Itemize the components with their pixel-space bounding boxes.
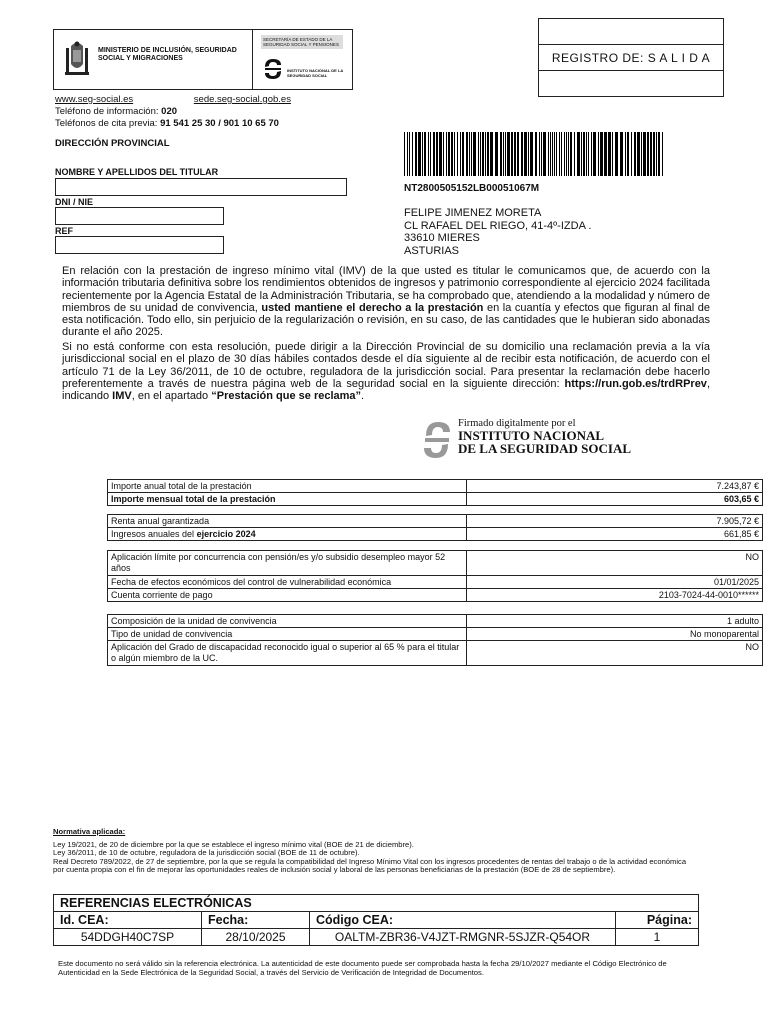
barcode-bar [620, 132, 623, 176]
barcode-text: NT2800505152LB00051067M [404, 183, 540, 194]
normativa-line: Real Decreto 789/2022, de 27 de septiembre, por la que se regula la compatibilidad del Ingreso Mínimo Vital con los ingresos procedentes de rentas del trabajo o de la actividad económica por cuenta propia con el fin de mejorar las oportunidades reales de inclusión social y laboral de las personas beneficiarias de la prestación (BOE de 28 de septiembre). [53, 856, 687, 875]
address-street: CL RAFAEL DEL RIEGO, 41-4º-IZDA . [404, 219, 592, 232]
barcode-bar [466, 132, 468, 176]
barcode-bar [415, 132, 417, 176]
barcode-bar [662, 132, 663, 176]
barcode-bar [570, 132, 572, 176]
barcode-bar [554, 132, 555, 176]
barcode [404, 132, 666, 176]
ss-logo-text: INSTITUTO NACIONAL DE LA SEGURIDAD SOCIAL [287, 68, 344, 78]
signature-seal-icon [420, 418, 454, 462]
coat-of-arms-icon [64, 40, 90, 80]
barcode-bar [539, 132, 540, 176]
dni-field [55, 207, 224, 225]
barcode-bar [422, 132, 423, 176]
barcode-bar [505, 132, 506, 176]
signature-line-2: DE LA SEGURIDAD SOCIAL [458, 441, 632, 456]
barcode-bar [469, 132, 470, 176]
barcode-bar [530, 132, 533, 176]
barcode-bar [528, 132, 529, 176]
barcode-bar [524, 132, 527, 176]
barcode-bar [424, 132, 426, 176]
barcode-bar [634, 132, 636, 176]
normativa-line: Ley 19/2021, de 20 de diciembre por la que se establece el ingreso mínimo vital (BOE de 21 de diciembre). [53, 839, 414, 849]
direccion-provincial: DIRECCIÓN PROVINCIAL [55, 138, 170, 149]
barcode-bar [568, 132, 569, 176]
barcode-bar [564, 132, 565, 176]
barcode-bar [457, 132, 458, 176]
barcode-bar [446, 132, 447, 176]
signature-line-1: INSTITUTO NACIONAL [458, 428, 605, 443]
ss-logo-box [253, 29, 353, 90]
contact-block [55, 94, 291, 130]
cea-id: 54DDGH40C7SP [54, 929, 202, 946]
barcode-bar [658, 132, 660, 176]
barcode-bar [462, 132, 464, 176]
barcode-bar [583, 132, 585, 176]
sede-link[interactable]: sede.seg-social.gob.es [193, 94, 291, 105]
barcode-bar [598, 132, 599, 176]
barcode-bar [586, 132, 587, 176]
registro-box [538, 18, 724, 97]
paragraph-1: En relación con la prestación de ingreso mínimo vital (IMV) de la que usted es titular le comunicamos que, de acuerdo con la información tributaria definitiva sobre los rendimientos obtenidos de ingresos y patrimonio correspondiente al ejercicio 2024 facilitada recientemente por la Agencia Estatal de la Administración Tributaria, se ha comprobado que, atendiendo a la modalidad y número de miembros de su unidad de convivencia, usted mantiene el derecho a la prestación en la cuantía y efectos que figuran al final de esta notificación. Todo ello, sin perjuicio de la regularización o revisión, en su caso, de las cantidades que le hubieran sido abonadas durante el año 2025. [62, 265, 710, 339]
barcode-bar [482, 132, 484, 176]
barcode-bar [404, 132, 405, 176]
dni-label: DNI / NIE [55, 197, 94, 207]
barcode-bar [541, 132, 542, 176]
barcode-bar [430, 132, 431, 176]
barcode-bar [561, 132, 562, 176]
table-row: Ingresos anuales del ejercicio 2024 661,85 € [108, 528, 763, 541]
barcode-bar [487, 132, 489, 176]
referencias-title: REFERENCIAS ELECTRÓNICAS [54, 895, 699, 912]
phone-cita: 91 541 25 30 / 901 10 65 70 [160, 118, 279, 129]
table-aplicacion [107, 550, 763, 602]
ref-label: REF [55, 226, 73, 236]
barcode-bar [612, 132, 613, 176]
col-id: Id. CEA: [54, 912, 202, 929]
barcode-bar [521, 132, 523, 176]
barcode-bar [653, 132, 655, 176]
table-row: Importe mensual total de la prestación 603,65 € [108, 493, 763, 506]
col-fecha: Fecha: [202, 912, 310, 929]
barcode-bar [517, 132, 519, 176]
ref-field [55, 236, 224, 254]
barcode-bar [511, 132, 513, 176]
barcode-bar [418, 132, 421, 176]
address-name: FELIPE JIMENEZ MORETA [404, 207, 542, 219]
nombre-field [55, 178, 347, 196]
barcode-bar [588, 132, 589, 176]
barcode-bar [656, 132, 657, 176]
normativa-block [53, 828, 699, 875]
barcode-bar [604, 132, 607, 176]
barcode-bar [428, 132, 429, 176]
barcode-bar [647, 132, 649, 176]
barcode-bar [631, 132, 632, 176]
seguridad-social-logo-icon [261, 57, 285, 81]
signature-caption: Firmado digitalmente por el [458, 418, 576, 429]
barcode-bar [460, 132, 461, 176]
barcode-bar [550, 132, 551, 176]
barcode-bar [454, 132, 455, 176]
barcode-bar [407, 132, 408, 176]
ministry-logo-box [53, 29, 253, 90]
table-row: Aplicación del Grado de discapacidad reconocido igual o superior al 65 % para el titular o algún miembro de la UC. NO [108, 641, 763, 666]
barcode-bar [643, 132, 646, 176]
table-row: Aplicación límite por concurrencia con pensión/es y/o subsidio desempleo mayor 52 años NO [108, 551, 763, 576]
barcode-bar [637, 132, 640, 176]
table-row: Composición de la unidad de convivencia 1 adulto [108, 615, 763, 628]
footer-note: Este documento no será válido sin la referencia electrónica. La autenticidad de este documento puede ser comprobada hasta la fecha 29/10/2027 mediante el Código Electrónico de Autenticidad en la Sede Electrónica de la Seguridad Social, a través del Servicio de Verificación de Integridad de Documentos. [58, 959, 667, 977]
normativa-title: Normativa aplicada: [53, 827, 126, 836]
barcode-bar [552, 132, 553, 176]
barcode-bar [581, 132, 582, 176]
barcode-bar [485, 132, 486, 176]
barcode-bar [566, 132, 567, 176]
digital-signature [420, 418, 650, 462]
barcode-bar [500, 132, 502, 176]
phone-info: 020 [161, 106, 178, 117]
nombre-label: NOMBRE Y APELLIDOS DEL TITULAR [55, 167, 219, 177]
cea-fecha: 28/10/2025 [202, 929, 310, 946]
phone-cita-label: Teléfonos de cita previa: [55, 118, 158, 129]
barcode-bar [556, 132, 557, 176]
barcode-bar [543, 132, 546, 176]
barcode-bar [409, 132, 410, 176]
reclamacion-url[interactable]: https://run.gob.es/trdRPrev [564, 377, 707, 390]
barcode-bar [641, 132, 642, 176]
barcode-bar [548, 132, 549, 176]
col-pagina: Página: [616, 912, 699, 929]
barcode-bar [473, 132, 476, 176]
barcode-bar [507, 132, 510, 176]
barcode-bar [503, 132, 504, 176]
barcode-bar [625, 132, 626, 176]
barcode-bar [471, 132, 472, 176]
col-codigo: Código CEA: [310, 912, 616, 929]
barcode-bar [495, 132, 498, 176]
barcode-bar [433, 132, 435, 176]
ministry-name: MINISTERIO DE INCLUSIÓN, SEGURIDAD SOCIAL Y MIGRACIONES [98, 47, 237, 62]
barcode-bar [535, 132, 537, 176]
barcode-bar [650, 132, 652, 176]
barcode-bar [514, 132, 516, 176]
barcode-bar [593, 132, 596, 176]
table-row: Cuenta corriente de pago 2103-7024-44-0010****** [108, 589, 763, 602]
normativa-line: Ley 36/2011, de 10 de octubre, reguladora de la jurisdicción social (BOE de 11 de octubre). [53, 848, 360, 858]
address-province: ASTURIAS [404, 244, 460, 257]
barcode-bar [478, 132, 479, 176]
cea-codigo: OALTM-ZBR36-V4JZT-RMGNR-5SJZR-Q54OR [310, 929, 616, 946]
table-unidad-convivencia [107, 614, 763, 666]
table-rentas [107, 514, 763, 541]
cea-pagina: 1 [616, 929, 699, 946]
barcode-bar [600, 132, 603, 176]
barcode-bar [412, 132, 413, 176]
secretaria-text: SECRETARÍA DE ESTADO DE LA SEGURIDAD SOCIAL Y PENSIONES [261, 35, 343, 49]
barcode-bar [480, 132, 481, 176]
address-block [404, 207, 591, 257]
address-city: 33610 MIERES [404, 232, 480, 244]
barcode-bar [490, 132, 493, 176]
barcode-bar [559, 132, 560, 176]
barcode-bar [577, 132, 580, 176]
barcode-bar [436, 132, 438, 176]
barcode-bar [443, 132, 444, 176]
paragraph-2: Si no está conforme con esta resolución, puede dirigir a la Dirección Provincial de su domicilio una reclamación previa a la vía jurisdiccional social en el plazo de 30 días hábiles contados desde el día siguiente al de recibir esta notificación, de acuerdo con el artículo 71 de la Ley 36/2011, de 10 de octubre, reguladora de la jurisdicción social. Para presentar la reclamación debe hacerlo preferentemente a través de nuestra página web de la seguridad social en la siguiente dirección: https://run.gob.es/trdRPrev, indicando IMV, en el apartado “Prestación que se reclama”. [62, 341, 710, 403]
web-link[interactable]: www.seg-social.es [55, 94, 134, 105]
barcode-bar [627, 132, 629, 176]
table-row: Tipo de unidad de convivencia No monoparental [108, 628, 763, 641]
referencias-table [53, 894, 699, 946]
barcode-bar [615, 132, 618, 176]
table-row: Fecha de efectos económicos del control de vulnerabilidad económica 01/01/2025 [108, 576, 763, 589]
barcode-bar [439, 132, 442, 176]
barcode-bar [608, 132, 611, 176]
table-importes [107, 479, 763, 506]
table-row: Renta anual garantizada 7.905,72 € [108, 515, 763, 528]
barcode-bar [591, 132, 592, 176]
phone-info-label: Teléfono de información: [55, 106, 159, 117]
barcode-bar [451, 132, 453, 176]
table-row: Importe anual total de la prestación 7.243,87 € [108, 480, 763, 493]
barcode-bar [448, 132, 450, 176]
barcode-bar [574, 132, 575, 176]
registro-label: REGISTRO DE: S A L I D A [539, 45, 723, 71]
